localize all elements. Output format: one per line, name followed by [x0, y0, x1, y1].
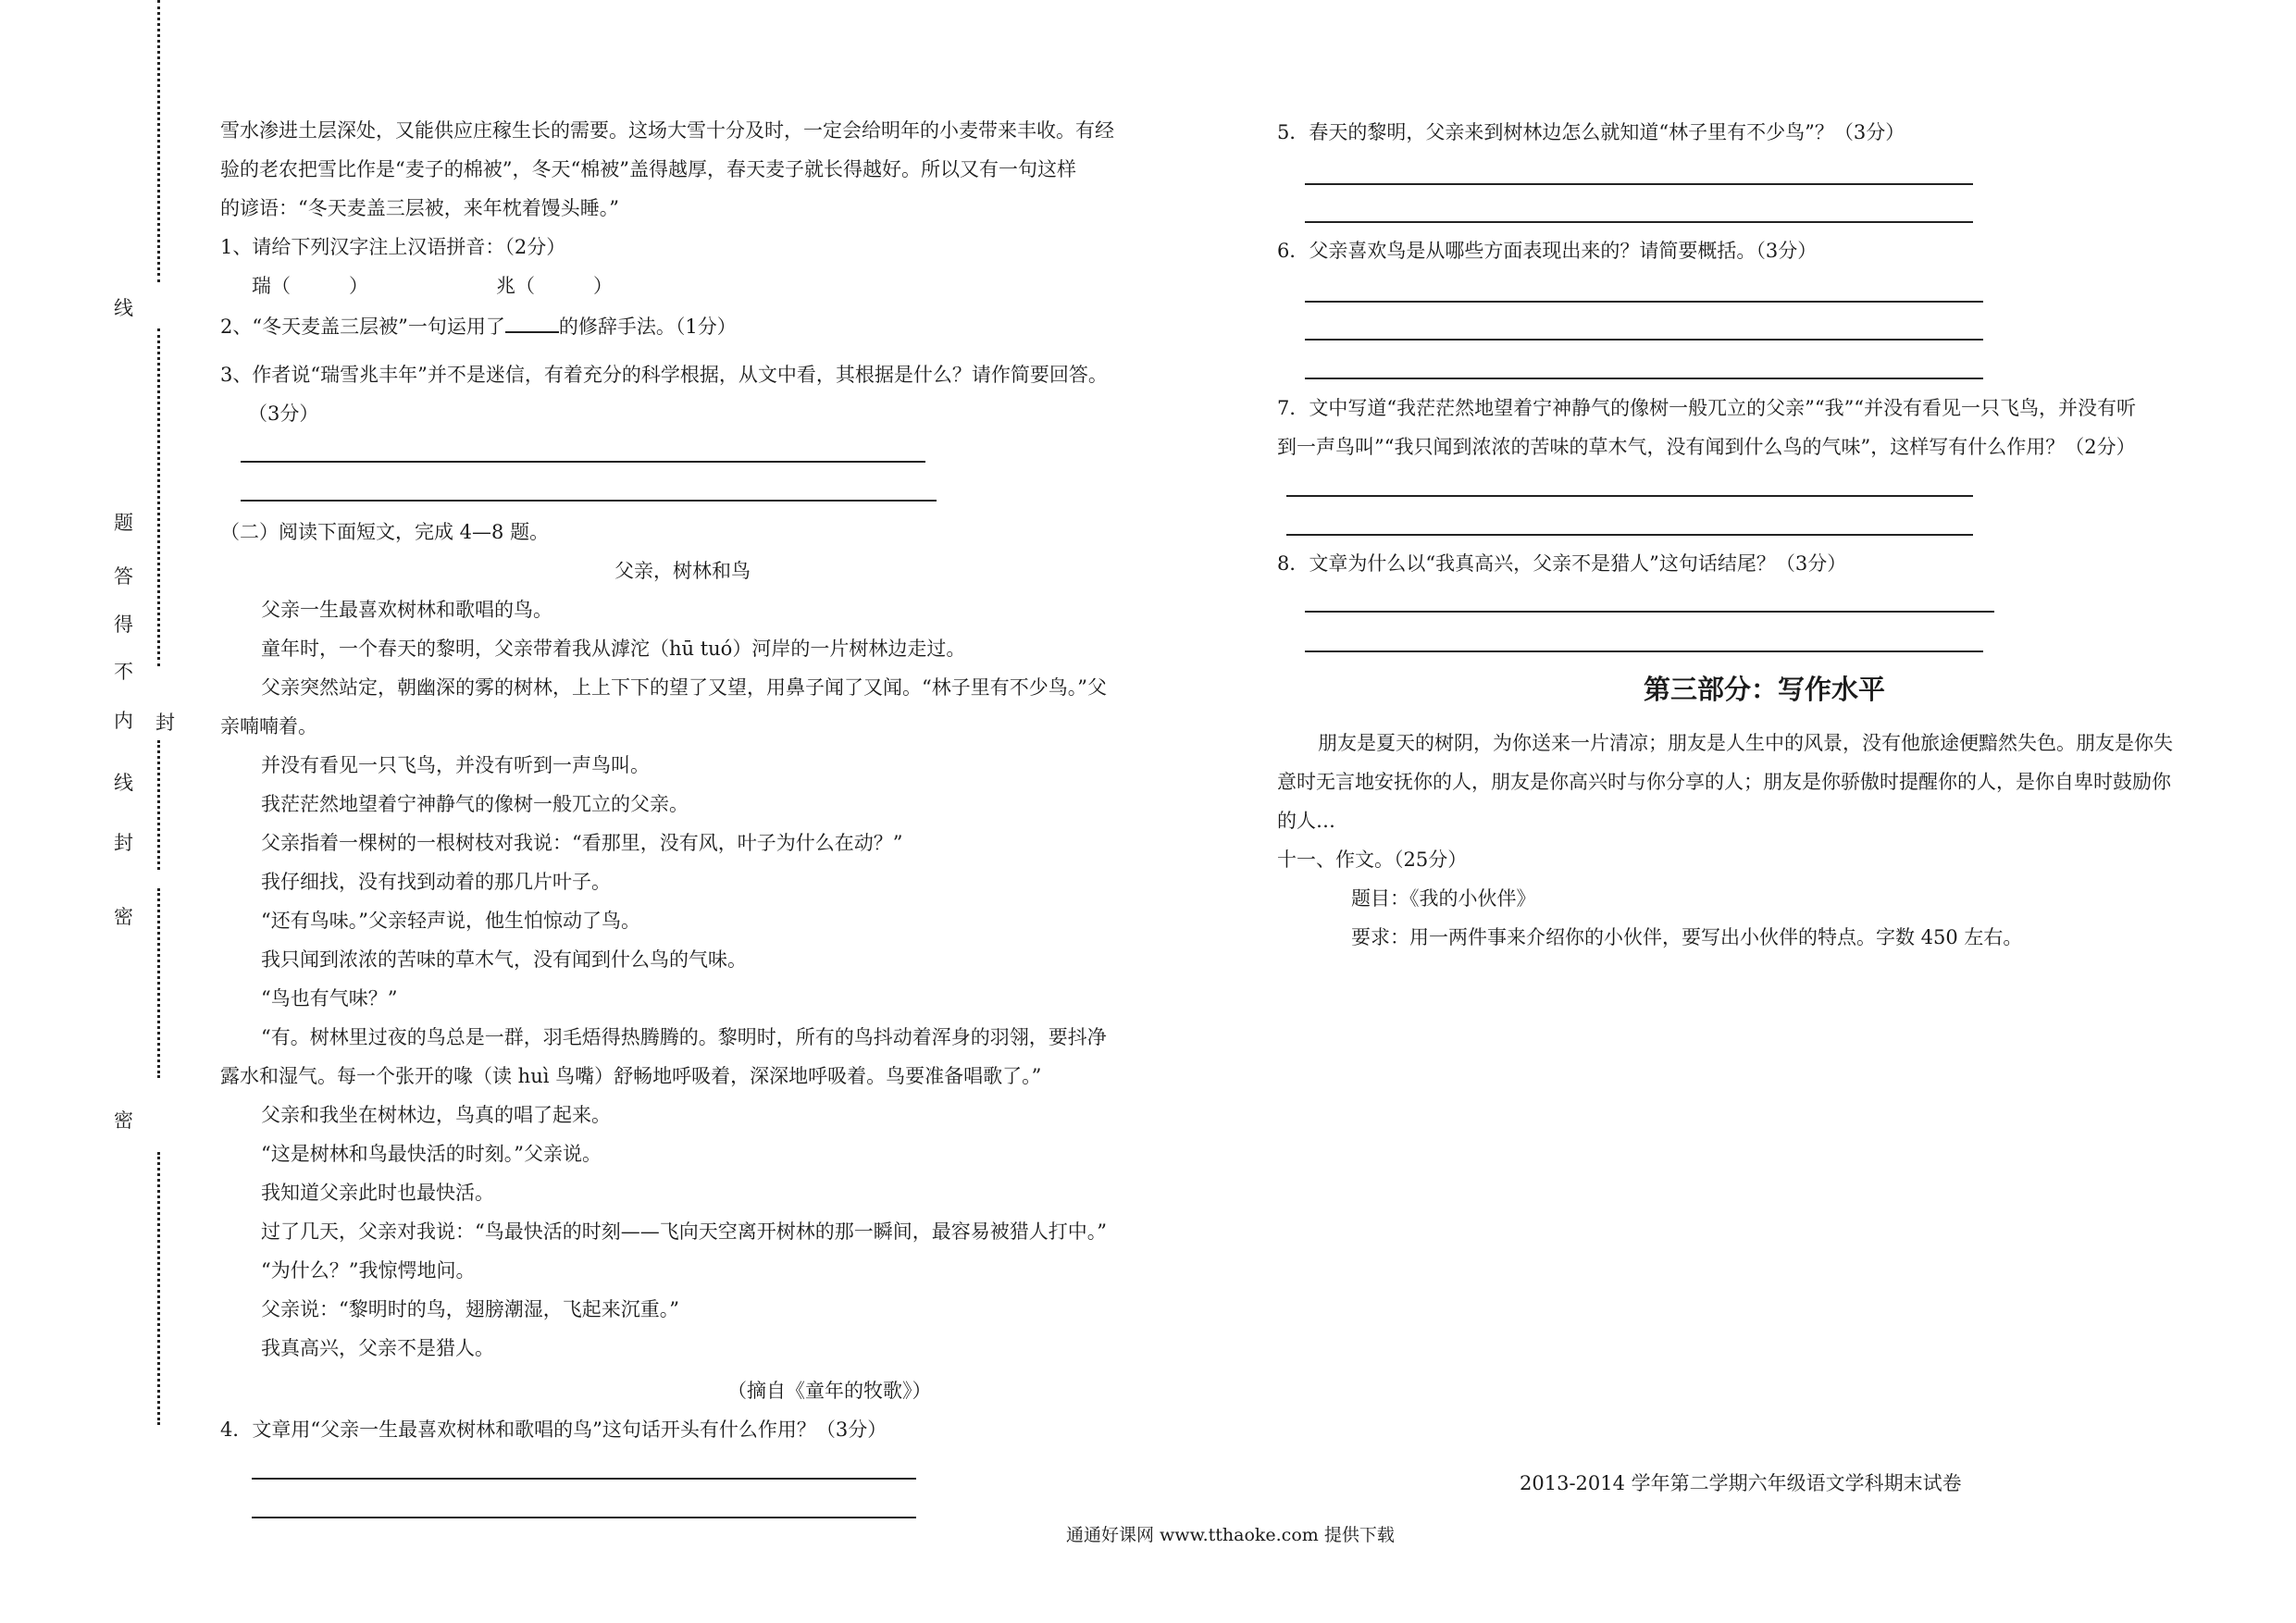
- binding-label: 封: [114, 832, 133, 854]
- essay-requirement: 要求：用一两件事来介绍你的小伙伴，要写出小伙伴的特点。字数 450 左右。: [1351, 926, 2023, 948]
- binding-dotted-line: [157, 0, 160, 282]
- passage2-line: 我仔细找，没有找到动着的那几片叶子。: [261, 871, 611, 893]
- answer-line[interactable]: [1305, 339, 1983, 341]
- answer-line[interactable]: [1305, 378, 1983, 379]
- question-5: 5．春天的黎明，父亲来到树林边怎么就知道“林子里有不少鸟”？（3分）: [1277, 121, 1905, 143]
- answer-line[interactable]: [1305, 221, 1973, 223]
- answer-line[interactable]: [252, 1517, 916, 1518]
- passage2-line: 我只闻到浓浓的苦味的草木气，没有闻到什么鸟的气味。: [261, 948, 747, 971]
- question-11: 十一、作文。（25分）: [1277, 849, 1468, 871]
- answer-line[interactable]: [1305, 611, 1994, 613]
- answer-line[interactable]: [241, 461, 925, 463]
- part-3-heading: 第三部分：写作水平: [1644, 674, 1886, 705]
- passage2-line: 过了几天，父亲对我说：“鸟最快活的时刻——飞向天空离开树林的那一瞬间，最容易被猎人打中。”: [261, 1220, 1107, 1243]
- question-1-char-1: 瑞（ ）: [252, 275, 368, 297]
- binding-dotted-line: [157, 1152, 160, 1425]
- answer-line[interactable]: [1305, 650, 1983, 652]
- essay-title: 题目：《我的小伙伴》: [1351, 887, 1536, 910]
- passage2-source: （摘自《童年的牧歌》）: [727, 1380, 932, 1402]
- passage1-line: 验的老农把雪比作是“麦子的棉被”，冬天“棉被”盖得越厚，春天麦子就长得越好。所以又有一句这样: [220, 158, 1076, 180]
- binding-dotted-line: [157, 740, 160, 870]
- question-2: [220, 313, 737, 339]
- passage2-line: 露水和湿气。每一个张开的喙（读 huì 鸟嘴）舒畅地呼吸着，深深地呼吸着。鸟要准备唱歌了。”: [220, 1065, 1042, 1087]
- question-3-line-1: 3、作者说“瑞雪兆丰年”并不是迷信，有着充分的科学根据，从文中看，其根据是什么？请作简要回答。: [220, 364, 1108, 386]
- question-1: 1、请给下列汉字注上汉语拼音：（2分）: [220, 236, 566, 258]
- writing-intro-line: 意时无言地安抚你的人，朋友是你高兴时与你分享的人；朋友是你骄傲时提醒你的人，是你自卑时鼓励你: [1277, 771, 2171, 793]
- question-2-text-before: 2、“冬天麦盖三层被”一句运用了: [220, 316, 505, 338]
- binding-label: 封: [155, 712, 175, 734]
- passage2-line: 我知道父亲此时也最快活。: [261, 1182, 494, 1204]
- passage2-line: “有。树林里过夜的鸟总是一群，羽毛焐得热腾腾的。黎明时，所有的鸟抖动着浑身的羽翎，要抖净: [261, 1026, 1107, 1048]
- passage2-line: 我茫茫然地望着宁神静气的像树一般兀立的父亲。: [261, 793, 689, 815]
- answer-line[interactable]: [241, 500, 937, 502]
- binding-label: 密: [114, 906, 133, 928]
- binding-label: 线: [114, 772, 133, 794]
- passage1-line: 雪水渗进土层深处，又能供应庄稼生长的需要。这场大雪十分及时，一定会给明年的小麦带来丰收。有经: [220, 119, 1114, 142]
- passage2-line: 父亲和我坐在树林边，鸟真的唱了起来。: [261, 1104, 611, 1126]
- binding-label: 密: [114, 1109, 133, 1132]
- answer-line[interactable]: [1286, 534, 1973, 536]
- binding-label: 线: [114, 297, 133, 319]
- question-2-text-after: 的修辞手法。（1分）: [558, 316, 737, 338]
- question-1-char-2: 兆（ ）: [496, 275, 613, 297]
- question-2-blank[interactable]: [505, 313, 559, 333]
- paper-title: 2013-2014 学年第二学期六年级语文学科期末试卷: [1520, 1472, 1962, 1494]
- passage2-line: 童年时，一个春天的黎明，父亲带着我从滹沱（hū tuó）河岸的一片树林边走过。: [261, 638, 966, 660]
- question-7-line-2: 到一声鸟叫”“我只闻到浓浓的苦味的草木气，没有闻到什么鸟的气味”，这样写有什么作用？（2分）: [1277, 436, 2136, 458]
- passage1-line: 的谚语：“冬天麦盖三层被，来年枕着馒头睡。”: [220, 197, 619, 219]
- binding-dotted-line: [157, 888, 160, 1078]
- passage2-line: “为什么？”我惊愕地问。: [261, 1259, 476, 1282]
- passage2-line: “这是树林和鸟最快活的时刻。”父亲说。: [261, 1143, 602, 1165]
- answer-line[interactable]: [1286, 495, 1973, 497]
- question-3-line-2: （3分）: [248, 403, 319, 425]
- passage2-line: “鸟也有气味？”: [261, 987, 398, 1010]
- passage2-line: 亲喃喃着。: [220, 715, 317, 737]
- writing-intro-line: 朋友是夏天的树阴，为你送来一片清凉；朋友是人生中的风景，没有他旅途便黯然失色。朋友是你失: [1318, 732, 2173, 754]
- writing-intro-line: 的人…: [1277, 810, 1335, 832]
- section-2-intro: （二）阅读下面短文，完成 4—8 题。: [220, 521, 550, 543]
- passage2-line: 我真高兴，父亲不是猎人。: [261, 1337, 494, 1359]
- answer-line[interactable]: [1305, 183, 1973, 185]
- footer-provider: 通通好课网 www.tthaoke.com 提供下载: [1066, 1525, 1395, 1545]
- question-4: 4．文章用“父亲一生最喜欢树林和歌唱的鸟”这句话开头有什么作用？（3分）: [220, 1419, 887, 1441]
- answer-line[interactable]: [252, 1478, 916, 1480]
- passage2-line: “还有鸟味。”父亲轻声说，他生怕惊动了鸟。: [261, 910, 640, 932]
- binding-label: 不: [114, 661, 133, 683]
- binding-dotted-line: [157, 328, 160, 666]
- passage2-line: 父亲指着一棵树的一根树枝对我说：“看那里，没有风，叶子为什么在动？”: [261, 832, 903, 854]
- question-7-line-1: 7．文中写道“我茫茫然地望着宁神静气的像树一般兀立的父亲”“我”“并没有看见一只飞鸟，并没有听: [1277, 397, 2137, 419]
- question-8: 8．文章为什么以“我真高兴，父亲不是猎人”这句话结尾？（3分）: [1277, 552, 1847, 575]
- binding-label: 题: [114, 512, 133, 534]
- binding-label: 内: [114, 710, 133, 732]
- answer-line[interactable]: [1305, 301, 1983, 303]
- passage2-title: 父亲，树林和鸟: [614, 560, 751, 582]
- binding-label: 答: [114, 565, 133, 588]
- passage2-line: 父亲一生最喜欢树林和歌唱的鸟。: [261, 599, 552, 621]
- passage2-line: 并没有看见一只飞鸟，并没有听到一声鸟叫。: [261, 754, 650, 776]
- passage2-line: 父亲说：“黎明时的鸟，翅膀潮湿，飞起来沉重。”: [261, 1298, 679, 1320]
- question-6: 6．父亲喜欢鸟是从哪些方面表现出来的？请简要概括。（3分）: [1277, 240, 1818, 262]
- passage2-line: 父亲突然站定，朝幽深的雾的树林，上上下下的望了又望，用鼻子闻了又闻。“林子里有不少鸟。”父: [261, 676, 1107, 699]
- binding-label: 得: [114, 613, 133, 636]
